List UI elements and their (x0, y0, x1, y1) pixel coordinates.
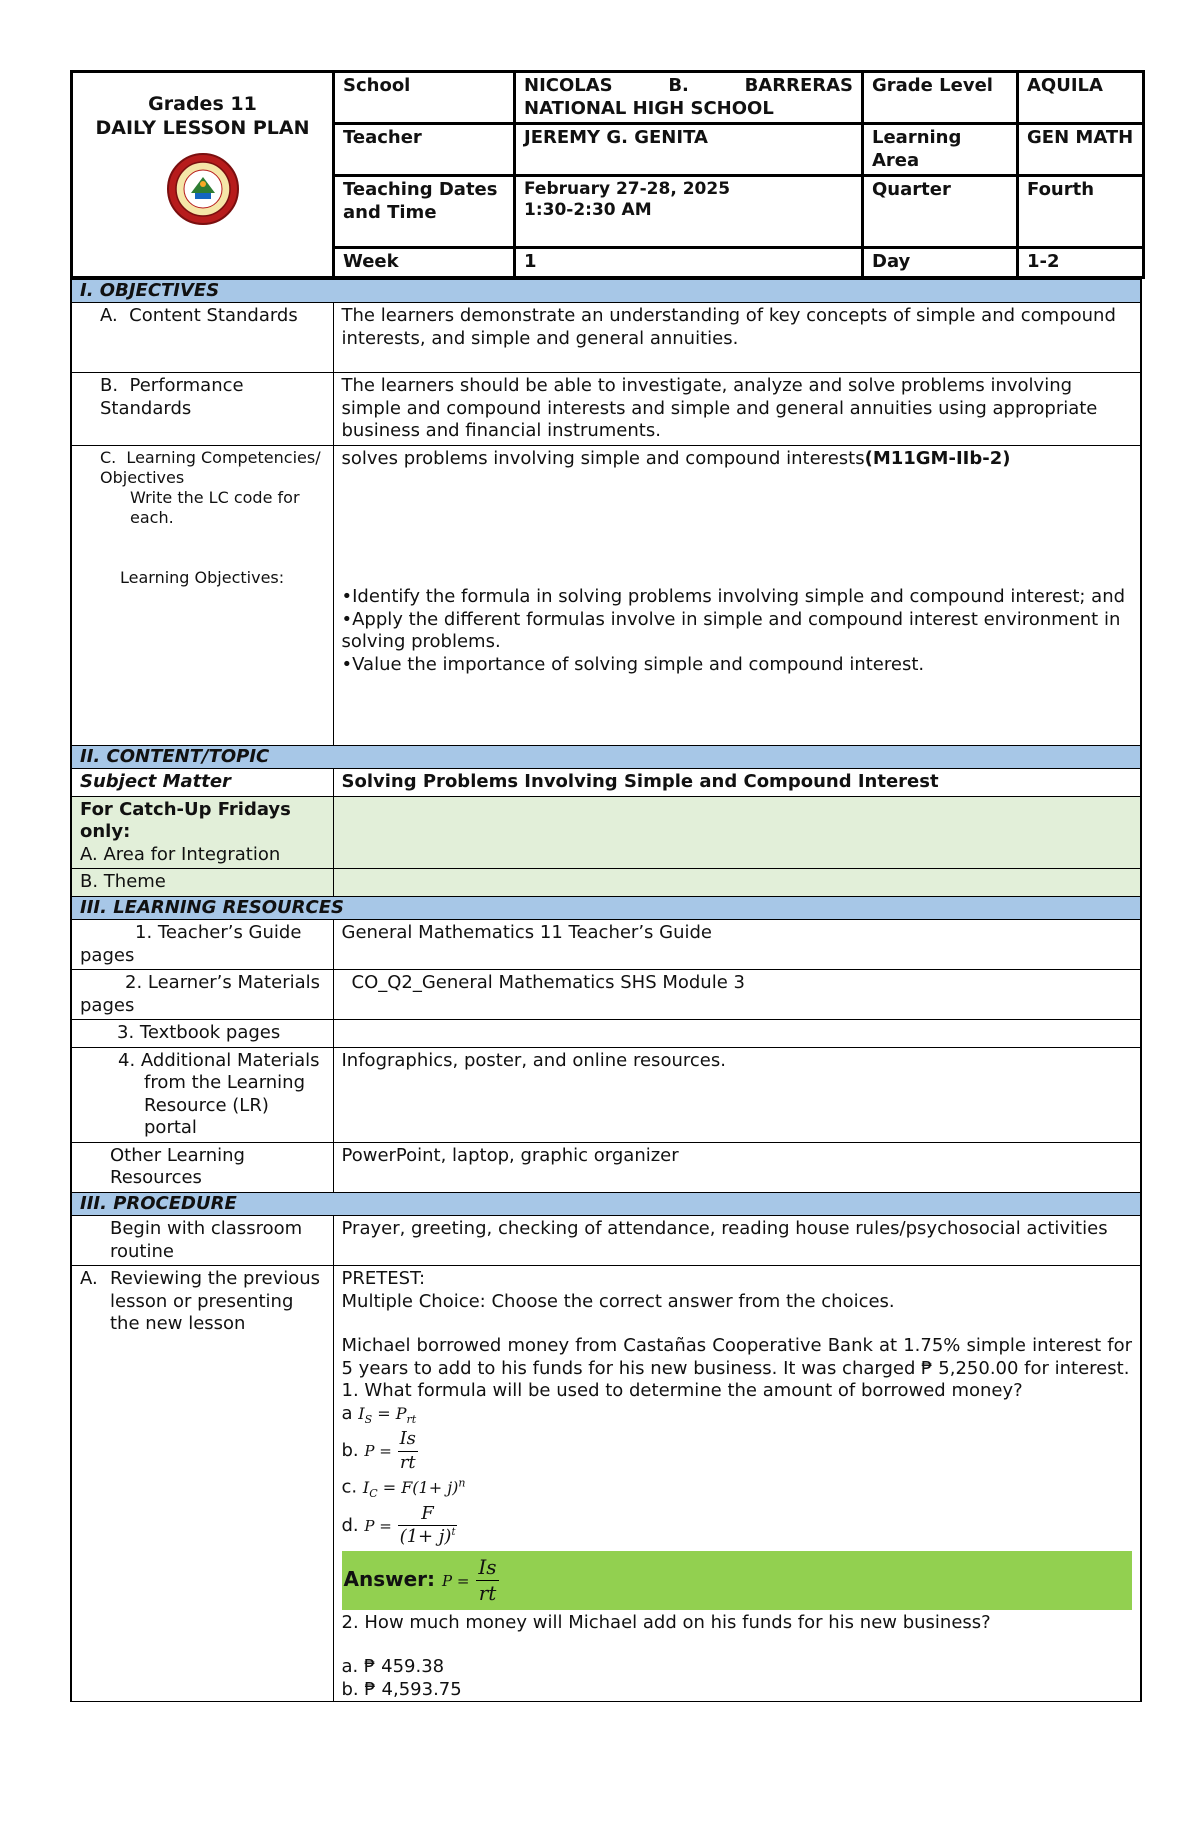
learners-materials-value: CO_Q2_General Mathematics SHS Module 3 (333, 970, 1141, 1020)
learners-materials-label: 2. Learner’s Materials pages (71, 970, 333, 1020)
performance-standards-value: The learners should be able to investigate, analyze and solve problems involving simple and compound interests and simple and general annuities using appropriate business and financial instruments. (333, 373, 1141, 446)
grades-label: Grades 11 (148, 93, 257, 115)
option-d: d. P = $\frac{F}{(1+ j)^t}$ (341, 1502, 456, 1548)
teacher-label: Teacher (334, 124, 515, 176)
area-integration-label: A. Area for Integration (80, 843, 281, 865)
teacher-value: JEREMY G. GENITA (515, 124, 863, 176)
competencies-note: Write the LC code for each. (130, 487, 300, 527)
learning-objective-item: •Identify the formula in solving problems involving simple and compound interest; and (341, 586, 1126, 607)
answer-label: Answer: (343, 1566, 436, 1591)
other-resources-label: Other Learning Resources (71, 1142, 333, 1192)
learning-objective-item: •Apply the different formulas involve in simple and compound interest environment in solving problems. (341, 608, 1121, 652)
additional-materials-value: Infographics, poster, and online resources. (333, 1047, 1141, 1142)
option-a: a $I_S = P_{rt}$ (341, 1402, 417, 1426)
theme-value (333, 869, 1141, 897)
school-title-cell (72, 72, 334, 278)
procedure-a-letter: A. (80, 1268, 98, 1289)
option-c: c. $I_C = F(1+ j)^n$ (341, 1476, 466, 1500)
content-standards-value: The learners demonstrate an understanding of key concepts of simple and compound interests, and simple and general annuities. (333, 303, 1141, 373)
content-heading: II. CONTENT/TOPIC (71, 745, 1141, 769)
day-label: Day (863, 248, 1018, 278)
competency-text: solves problems involving simple and compound interests(M11GM-IIb-2) (341, 447, 1011, 469)
competency-code: (M11GM-IIb-2) (864, 447, 1011, 469)
time-value: 1:30-2:30 AM (524, 200, 652, 221)
pretest-label: PRETEST: (341, 1268, 426, 1289)
procedure-heading: III. PROCEDURE (71, 1192, 1141, 1216)
formula-fraction: $\frac{F}{(1+ j)^t}$ (399, 1502, 456, 1548)
classroom-routine-label: Begin with classroom routine (71, 1216, 333, 1266)
day-value: 1-2 (1018, 248, 1144, 278)
teachers-guide-value: General Mathematics 11 Teacher’s Guide (333, 920, 1141, 970)
question-2-option-a: a. ₱ 459.38 (341, 1656, 445, 1678)
learning-objectives-label: Learning Objectives: (120, 567, 285, 587)
main-table (70, 279, 1142, 1703)
option-b: b. P = $\frac{Is}{rt}$ (341, 1428, 416, 1473)
quarter-label: Quarter (863, 176, 1018, 248)
subject-matter-value: Solving Problems Involving Simple and Compound Interest (333, 769, 1141, 797)
reviewing-lesson-label: Reviewing the previous lesson or presenting the new lesson (110, 1268, 320, 1334)
subject-matter-label: Subject Matter (71, 769, 333, 797)
classroom-routine-value: Prayer, greeting, checking of attendance, reading house rules/psychosocial activities (333, 1216, 1141, 1266)
quarter-value: Fourth (1018, 176, 1144, 248)
grade-level-value: AQUILA (1018, 72, 1144, 124)
answer-highlight: Answer: P = $\frac{Is}{rt}$ (342, 1551, 1133, 1610)
week-label: Week (334, 248, 515, 278)
learning-area-label: Learning Area (863, 124, 1018, 176)
formula-fraction: $\frac{Is}{rt}$ (399, 1428, 416, 1473)
pretest-problem: Michael borrowed money from Castañas Cooperative Bank at 1.75% simple interest for 5 years to add to his funds for his new business. It was charged ₱ 5,250.00 for interest. (341, 1335, 1132, 1379)
question-2: 2. How much money will Michael add on his funds for his new business? (341, 1611, 991, 1633)
other-resources-value: PowerPoint, laptop, graphic organizer (333, 1142, 1141, 1192)
textbook-label: 3. Textbook pages (71, 1020, 333, 1048)
school-label: School (334, 72, 515, 124)
learning-area-value: GEN MATH (1018, 124, 1144, 176)
dates-value: February 27-28, 2025 (524, 179, 731, 199)
area-integration-value (333, 796, 1141, 869)
additional-materials-label: 4. Additional Materials from the Learning Resource (LR) portal (71, 1047, 333, 1142)
question-1: 1. What formula will be used to determine the amount of borrowed money? (341, 1380, 1023, 1401)
question-2-option-b: b. ₱ 4,593.75 (341, 1678, 462, 1700)
week-value: 1 (515, 248, 863, 278)
teachers-guide-label: 1. Teacher’s Guide pages (71, 920, 333, 970)
dates-label: Teaching Dates and Time (334, 176, 515, 248)
content-standards-label: A. Content Standards (71, 303, 333, 373)
pretest-instructions: Multiple Choice: Choose the correct answer from the choices. (341, 1290, 895, 1312)
competencies-label: C. Learning Competencies/ Objectives (100, 447, 321, 487)
textbook-value (333, 1020, 1141, 1048)
school-value: NICOLAS B. BARRERAS NATIONAL HIGH SCHOOL (515, 72, 863, 124)
grade-level-label: Grade Level (863, 72, 1018, 124)
school-seal-icon (81, 151, 324, 234)
dlp-title: DAILY LESSON PLAN (95, 116, 310, 139)
learning-objective-item: •Value the importance of solving simple and compound interest. (341, 653, 925, 675)
header-table (70, 70, 1145, 279)
performance-standards-label: B. Performance Standards (71, 373, 333, 446)
objectives-heading: I. OBJECTIVES (71, 279, 1141, 303)
theme-label: B. Theme (71, 869, 333, 897)
catch-up-label: For Catch-Up Fridays only: (80, 798, 291, 842)
lesson-plan-page (70, 70, 1142, 1702)
resources-heading: III. LEARNING RESOURCES (71, 896, 1141, 920)
